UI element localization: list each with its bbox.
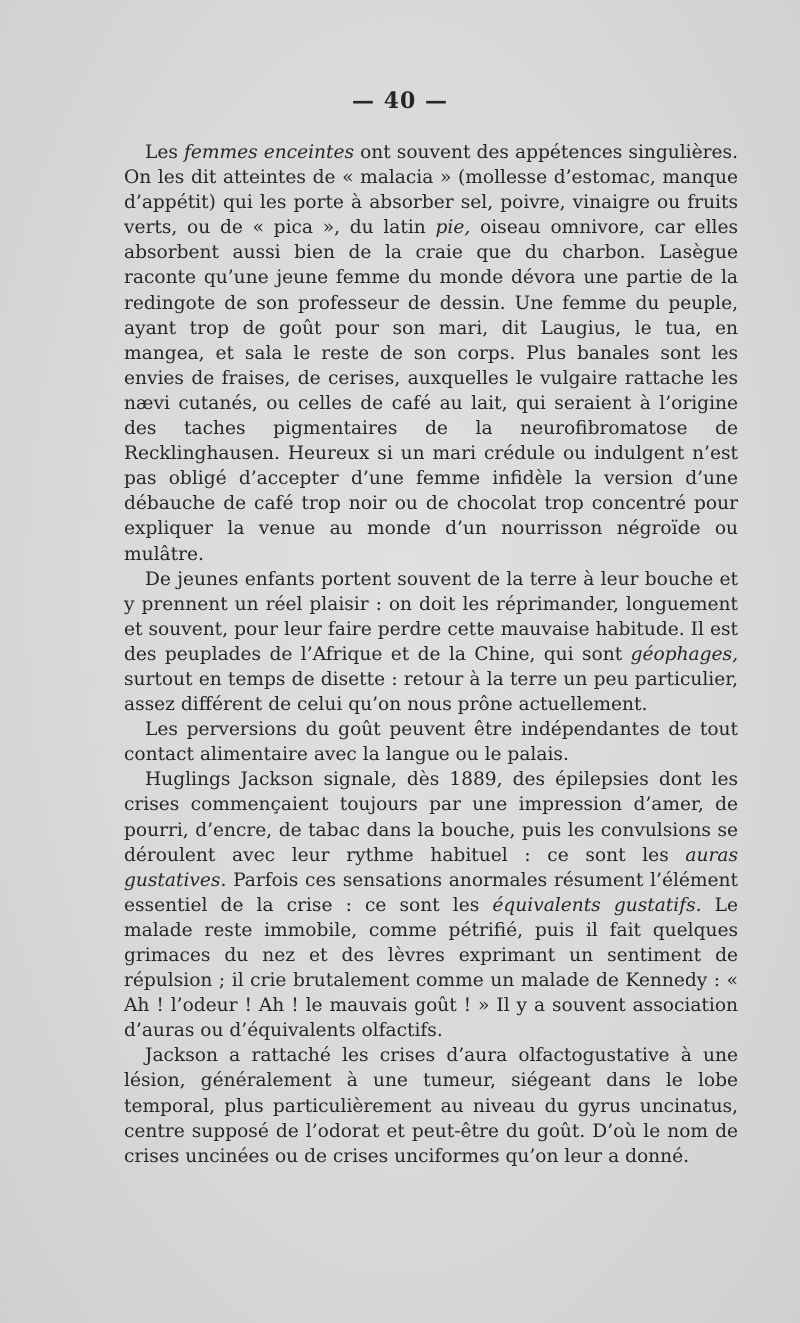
body-text <box>124 140 738 1169</box>
text-run: oiseau omnivore, car elles absorbent aussi bien de la craie que du charbon. Lasègue raconte qu’une jeune femme du monde dévora une partie de la redingote de son professeur de dessin. Une femme du peuple, ayant trop de goût pour son mari, dit Laugius, le tua, en mangea, et sala le reste de son corps. Plus banales sont les envies de fraises, de cerises, auxquelles le vulgaire rattache les nævi cutanés, ou celles de café au lait, qui seraient à l’origine des taches pigmentaires de la neurofibromatose de Recklinghausen. Heureux si un mari crédule ou indulgent n’est pas obligé d’accepter d’une femme infidèle la version d’une débauche de café trop noir ou de chocolat trop concentré pour expliquer la venue au monde d’un nourrisson négroïde ou mulâtre. <box>124 217 739 565</box>
italic-term: auras gustatives. <box>124 844 738 891</box>
paragraph-5 <box>124 1043 738 1168</box>
italic-term: équivalents gustatifs. <box>492 894 702 916</box>
paragraph-4 <box>124 767 738 1043</box>
page-number: — 40 — <box>352 88 448 114</box>
text-run: Parfois ces sensations anormales résument l’élément essentiel de la crise : ce sont les <box>124 869 738 916</box>
italic-term: pie, <box>435 217 471 239</box>
paragraph-1 <box>124 140 738 567</box>
text-run: Les <box>145 142 184 163</box>
text-run: De jeunes enfants portent souvent de la terre à leur bouche et y prennent un réel plaisir : on doit les réprimander, longuement et souvent, pour leur faire perdre cette mauvaise habitude. Il est des peuplades de l’Afrique et de la Chine, qui sont <box>124 568 738 665</box>
text-run: surtout en temps de disette : retour à la terre un peu particulier, assez différent de celui qu’on nous prône actuellement. <box>124 668 738 716</box>
text-run: Jackson a rattaché les crises d’aura olfactogustative à une lésion, généralement à une tumeur, siégeant dans le lobe temporal, plus particulièrement au niveau du gyrus uncinatus, centre supposé de l’odorat et peut-être du goût. D’où le nom de crises uncinées ou de crises unciformes qu’on leur a donné. <box>124 1045 738 1167</box>
text-run: Le malade reste immobile, comme pétrifié, puis il fait quelques grimaces du nez et des lèvres exprimant un sentiment de répulsion ; il crie brutalement comme un malade de Kennedy : « Ah ! l’odeur ! Ah ! le mauvais goût ! » Il y a souvent association d’auras ou d’équivalents olfactifs. <box>124 894 739 1042</box>
paragraph-2 <box>124 567 738 718</box>
italic-term: femmes enceintes <box>183 142 355 163</box>
text-run: ont souvent des appétences singulières. On les dit atteintes de « malacia » (mollesse d’estomac, manque d’appétit) qui les porte à absorber sel, poivre, vinaigre ou fruits verts, ou de « pica », du latin <box>124 142 738 239</box>
text-run: Les perversions du goût peuvent être indépendantes de tout contact alimentaire avec la langue ou le palais. <box>124 719 738 766</box>
text-run: Huglings Jackson signale, dès 1889, des épilepsies dont les crises commençaient toujours par une impression d’amer, de pourri, d’encre, de tabac dans la bouche, puis les convulsions se déroulent avec leur rythme habituel : ce sont les <box>124 769 738 866</box>
italic-term: géophages, <box>630 643 738 665</box>
paragraph-3 <box>124 717 738 767</box>
